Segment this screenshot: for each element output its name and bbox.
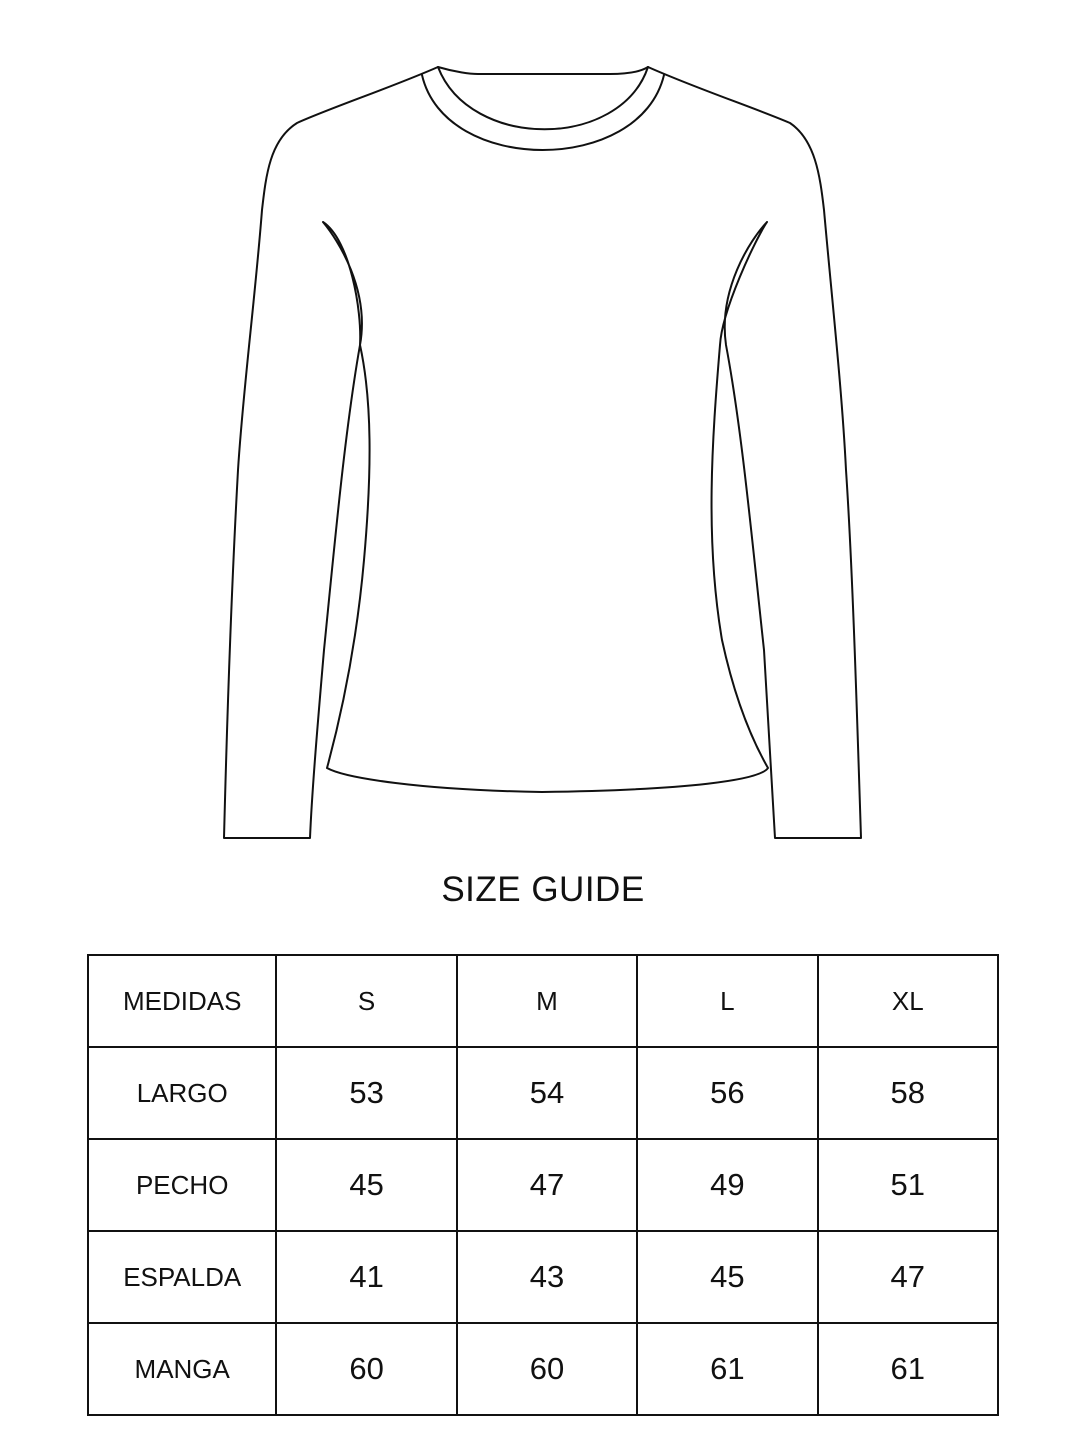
table-cell: 49 bbox=[637, 1139, 817, 1231]
header-cell-size: M bbox=[457, 955, 637, 1047]
table-row bbox=[88, 1231, 998, 1323]
table-cell: 45 bbox=[276, 1139, 456, 1231]
collar-inner bbox=[438, 67, 648, 74]
table-cell: 54 bbox=[457, 1047, 637, 1139]
table-cell: 47 bbox=[818, 1231, 998, 1323]
header-cell-medidas: MEDIDAS bbox=[88, 955, 276, 1047]
table-cell: 45 bbox=[637, 1231, 817, 1323]
size-guide-title: SIZE GUIDE bbox=[441, 870, 645, 909]
collar-rib-line bbox=[422, 75, 664, 150]
table-cell: 53 bbox=[276, 1047, 456, 1139]
table-row bbox=[88, 1323, 998, 1415]
collar-outer bbox=[438, 67, 648, 129]
table-cell: 47 bbox=[457, 1139, 637, 1231]
row-label: MANGA bbox=[88, 1323, 276, 1415]
row-label: ESPALDA bbox=[88, 1231, 276, 1323]
table-cell: 58 bbox=[818, 1047, 998, 1139]
table-cell: 41 bbox=[276, 1231, 456, 1323]
table-cell: 60 bbox=[276, 1323, 456, 1415]
table-cell: 56 bbox=[637, 1047, 817, 1139]
table-cell: 61 bbox=[818, 1323, 998, 1415]
table-cell: 51 bbox=[818, 1139, 998, 1231]
header-cell-size: XL bbox=[818, 955, 998, 1047]
table-row bbox=[88, 1139, 998, 1231]
header-cell-size: L bbox=[637, 955, 817, 1047]
row-label: LARGO bbox=[88, 1047, 276, 1139]
header-cell-size: S bbox=[276, 955, 456, 1047]
table-cell: 61 bbox=[637, 1323, 817, 1415]
size-table bbox=[87, 954, 999, 1416]
row-label: PECHO bbox=[88, 1139, 276, 1231]
shirt-outline bbox=[224, 67, 861, 838]
table-row bbox=[88, 1047, 998, 1139]
table-header-row bbox=[88, 955, 998, 1047]
table-cell: 60 bbox=[457, 1323, 637, 1415]
table-cell: 43 bbox=[457, 1231, 637, 1323]
